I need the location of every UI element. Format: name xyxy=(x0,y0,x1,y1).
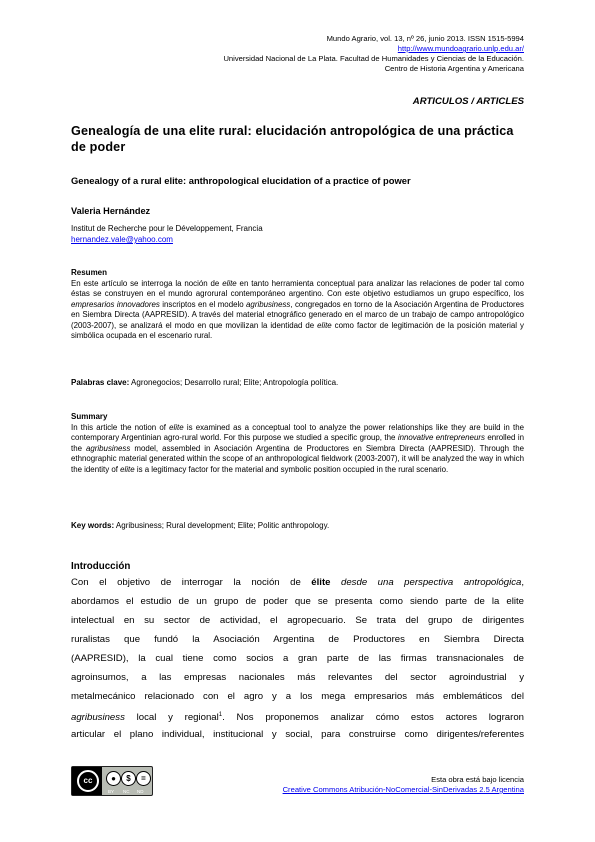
resumen-text: inscriptos en el modelo xyxy=(159,299,247,309)
intro-emphasis: desde una perspectiva antropológica xyxy=(341,577,522,588)
intro-line: intelectual en su sector de actividad, el agropecuario. Se trata del grupo de dirigentes xyxy=(71,615,524,626)
introduccion-heading: Introducción xyxy=(71,561,131,572)
keywords-label: Key words: xyxy=(71,521,115,530)
intro-line: ruralistas que fundó la Asociación Argentina de Productores en Siembra Directa xyxy=(71,634,524,645)
intro-line: (AAPRESID), la cual tiene como socios a gran parte de las firmas transnacionales de xyxy=(71,653,524,664)
summary-text: is examined as a conceptual tool to analyze the power relationships like they are build in the contemporary Argentinian agro-rural world. For this purpose we studied a specific group, the xyxy=(71,423,524,443)
author-name: Valeria Hernández xyxy=(71,206,151,216)
resumen-emphasis: agribusiness xyxy=(246,299,291,309)
intro-text: Con el objetivo de interrogar la noción de xyxy=(71,577,312,588)
summary-emphasis: agribusiness xyxy=(86,443,131,453)
license-link[interactable]: Creative Commons Atribución-NoComercial-SinDerivadas 2.5 Argentina xyxy=(282,785,524,794)
summary-text: In this article the notion of xyxy=(71,423,170,432)
intro-text: . Nos proponemos analizar cómo estos actores lograron xyxy=(222,712,524,724)
license-text: Esta obra está bajo licencia xyxy=(431,775,524,784)
intro-line: agroinsumos, a las empresas nacionales más relevantes del sector agroindustrial y xyxy=(71,672,524,683)
intro-line: abordamos el estudio de un grupo de poder que se presenta como siendo parte de la elite xyxy=(71,596,524,607)
journal-citation: Mundo Agrario, vol. 13, nº 26, junio 2013. ISSN 1515-5994 xyxy=(326,34,524,43)
keywords-text: Agribusiness; Rural development; Elite; Politic anthropology. xyxy=(114,521,330,530)
no-dollar-icon: $ xyxy=(121,771,136,786)
university-name: Universidad Nacional de La Plata. Facultad de Humanidades y Ciencias de la Educación. xyxy=(223,54,524,63)
summary-text: model, assembled in Asociación Argentina de Productores en Siembra Directa (AAPRESID). Through the ethnographic material generated within the scope of an anthropological fieldwork (2003-2007), it will be analyzed the way in which the identity of xyxy=(71,443,524,474)
summary-text: is a legitimacy factor for the material and symbolic position occupied in the rural scenario. xyxy=(134,464,449,474)
resumen-text: en tanto herramienta conceptual para analizar las relaciones de poder tal como éstas se construyen en el mundo agrorural contemporáneo argentino. Con este objetivo estudiamos un grupo específico, los xyxy=(71,279,524,299)
intro-line xyxy=(71,576,524,589)
cc-license-badge[interactable] xyxy=(71,766,153,796)
resumen-text: En este artículo se interroga la noción de xyxy=(71,279,223,288)
footnote-ref[interactable]: 1 xyxy=(218,712,223,718)
resumen-emphasis: empresarios innovadores xyxy=(71,299,160,309)
palabras-clave-label: Palabras clave: xyxy=(71,378,130,387)
intro-text: local y regional xyxy=(124,712,219,724)
equals-icon: = xyxy=(136,771,151,786)
author-email-link[interactable]: hernandez.vale@yahoo.com xyxy=(71,235,173,244)
resumen-text: como factor de legitimación de la posición material y simbólica ocupada en el escenario rural. xyxy=(71,320,524,341)
author-affiliation-block xyxy=(71,223,263,245)
resumen-heading: Resumen xyxy=(71,268,108,277)
intro-text xyxy=(331,577,342,588)
resumen-text: , congregados en torno de la Asociación Argentina de Productores en Siembra Directa (AAPRESID). A través del material etnográfico generado en el marco de un trabajo de campo antropológico (2003-2007), se analizará el modo en que movilizan la identidad de xyxy=(71,299,524,330)
summary-paragraph xyxy=(71,423,524,475)
keywords xyxy=(71,521,524,530)
resumen-paragraph xyxy=(71,279,524,341)
article-subtitle: Genealogy of a rural elite: anthropological elucidation of a practice of power xyxy=(71,175,411,186)
summary-heading: Summary xyxy=(71,412,108,421)
person-icon: ● xyxy=(106,771,121,786)
intro-line: metalmecánico relacionado con el agro y a los mega empresarios más emblemáticos del xyxy=(71,691,524,702)
intro-emphasis: élite xyxy=(311,577,331,588)
author-affiliation: Institut de Recherche pour le Développement, Francia xyxy=(71,224,263,233)
summary-text: enrolled in the xyxy=(71,433,524,453)
resumen-emphasis: elite xyxy=(317,320,332,330)
summary-emphasis: elite xyxy=(120,464,135,474)
resumen-emphasis: elite xyxy=(222,279,237,288)
section-label: ARTICULOS / ARTICLES xyxy=(412,96,524,107)
nc-label: NC xyxy=(123,789,130,794)
article-title: Genealogía de una elite rural: elucidación antropológica de una práctica de poder xyxy=(71,124,514,154)
summary-emphasis: elite xyxy=(169,423,184,432)
intro-line: articular el plano individual, institucional y social, para construirse como dirigentes/referentes xyxy=(71,729,524,740)
license-link-container xyxy=(283,785,524,795)
intro-line xyxy=(71,709,524,722)
intro-emphasis: agribusiness xyxy=(71,712,125,724)
palabras-clave xyxy=(71,378,524,387)
journal-url-link[interactable]: http://www.mundoagrario.unlp.edu.ar/ xyxy=(397,44,524,53)
by-label: BY xyxy=(108,789,115,794)
cc-icon: cc xyxy=(77,770,99,792)
intro-text: , xyxy=(521,577,525,588)
journal-url-container xyxy=(398,44,524,54)
palabras-clave-text: Agronegocios; Desarrollo rural; Elite; Antropología política. xyxy=(129,378,339,387)
center-name: Centro de Historia Argentina y Americana xyxy=(384,64,524,73)
nd-label: ND xyxy=(137,789,144,794)
cc-logo xyxy=(72,767,102,795)
summary-emphasis: innovative entrepreneurs xyxy=(397,433,485,443)
